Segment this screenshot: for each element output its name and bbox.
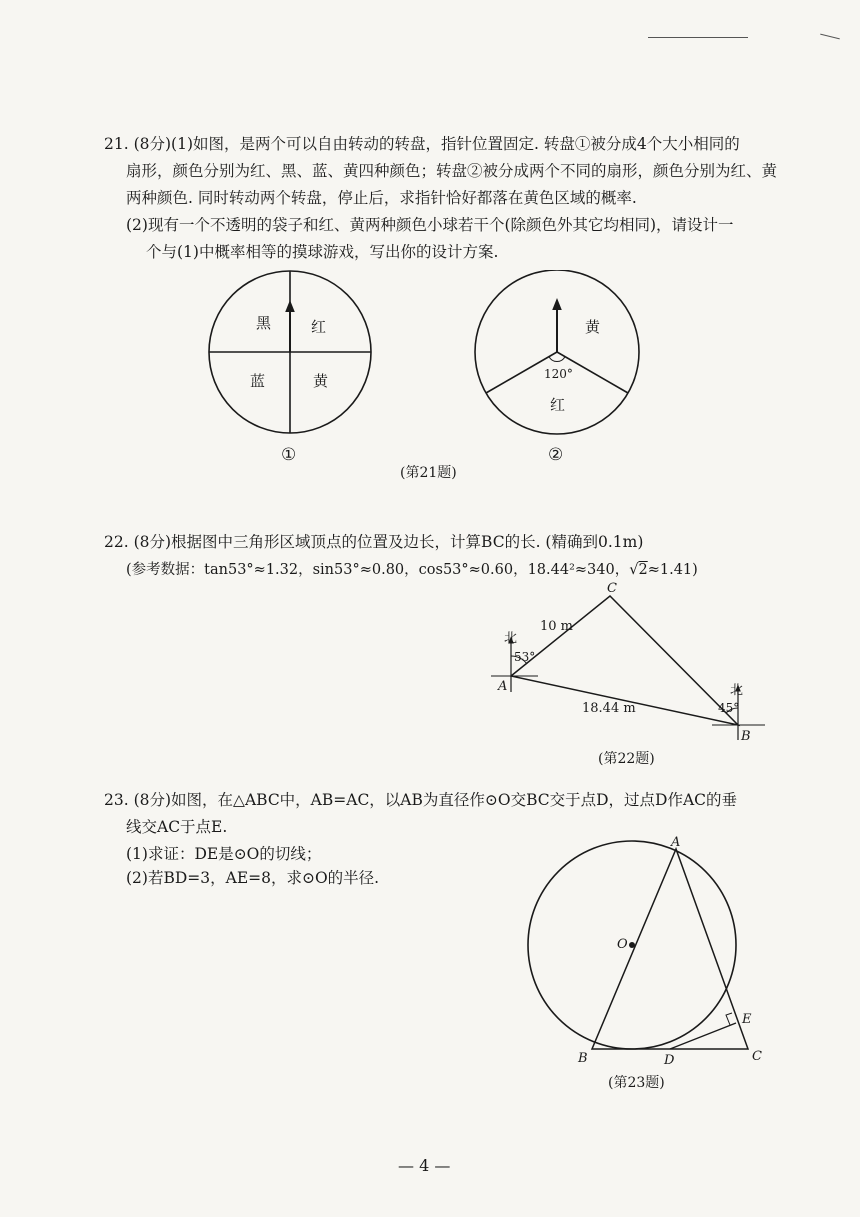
q21-line-2: 扇形，颜色分别为红、黑、蓝、黄四种颜色；转盘②被分成两个不同的扇形，颜色分别为红、黄	[126, 162, 778, 180]
vertex-c: C	[607, 581, 617, 596]
point-a: A	[671, 835, 681, 850]
q23-line-1: 23. (8分)如图，在△ABC中，AB=AC，以AB为直径作⊙O交BC交于点D，过点D作AC的垂	[104, 791, 738, 809]
angle-label: 120°	[544, 367, 573, 381]
angle-53-label: 53°	[514, 650, 536, 664]
point-c: C	[752, 1049, 762, 1064]
point-b: B	[578, 1051, 588, 1066]
q22-ref-a: (参考数据：tan53°≈1.32，sin53°≈0.80，cos53°≈0.60，18.44²≈340，√	[126, 562, 639, 578]
point-e: E	[742, 1012, 752, 1027]
q22-ref-c: ≈1.41)	[647, 562, 698, 578]
q21-figure	[0, 270, 860, 490]
q22-ref-radicand: 2	[638, 562, 648, 578]
q23-line-2: 线交AC于点E.	[126, 818, 228, 836]
q21-line-5: 个与(1)中概率相等的摸球游戏，写出你的设计方案.	[146, 243, 499, 261]
q23-line-3: (1)求证：DE是⊙O的切线；	[126, 845, 322, 863]
q22-figure	[0, 580, 860, 755]
spinner-1	[209, 271, 371, 465]
page-number: — 4 —	[398, 1156, 451, 1175]
scan-mark	[648, 37, 748, 38]
scan-mark	[820, 34, 840, 40]
spinner-2-label: ②	[548, 445, 564, 465]
side-ab-label: 18.44 m	[582, 701, 636, 716]
sector-red-label: 红	[311, 318, 327, 336]
q21-caption: (第21题)	[400, 465, 457, 481]
q21-line-4: (2)现有一个不透明的袋子和红、黄两种颜色小球若干个(除颜色外其它均相同)，请设计一	[126, 216, 734, 234]
angle-45-label: 45°	[718, 701, 740, 715]
q22-reference-data	[126, 558, 698, 582]
vertex-a: A	[498, 679, 508, 694]
sector-yellow-label: 黄	[585, 318, 601, 336]
north-label-b: 北	[730, 683, 744, 698]
q23-caption: (第23题)	[608, 1075, 665, 1091]
point-d: D	[664, 1053, 675, 1068]
q21-line-1: 21. (8分)(1)如图，是两个可以自由转动的转盘，指针位置固定. 转盘①被分成4个大小相同的	[104, 135, 740, 153]
side-ac-label: 10 m	[540, 619, 574, 634]
sector-yellow-label: 黄	[313, 372, 329, 390]
spinner-2	[475, 270, 639, 465]
q23-figure	[0, 830, 860, 1080]
point-o: O	[617, 937, 628, 952]
north-label-a: 北	[504, 631, 518, 646]
sector-red-label: 红	[550, 396, 566, 414]
spinner-1-label: ①	[281, 445, 297, 465]
vertex-b: B	[741, 729, 751, 744]
sector-black-label: 黑	[256, 314, 272, 332]
q22-line-1: 22. (8分)根据图中三角形区域顶点的位置及边长，计算BC的长. (精确到0.1m)	[104, 533, 644, 551]
q23-line-4: (2)若BD=3，AE=8，求⊙O的半径.	[126, 869, 380, 887]
q21-line-3: 两种颜色. 同时转动两个转盘，停止后，求指针恰好都落在黄色区域的概率.	[126, 189, 637, 207]
sector-blue-label: 蓝	[250, 372, 266, 390]
q22-caption: (第22题)	[598, 751, 655, 767]
